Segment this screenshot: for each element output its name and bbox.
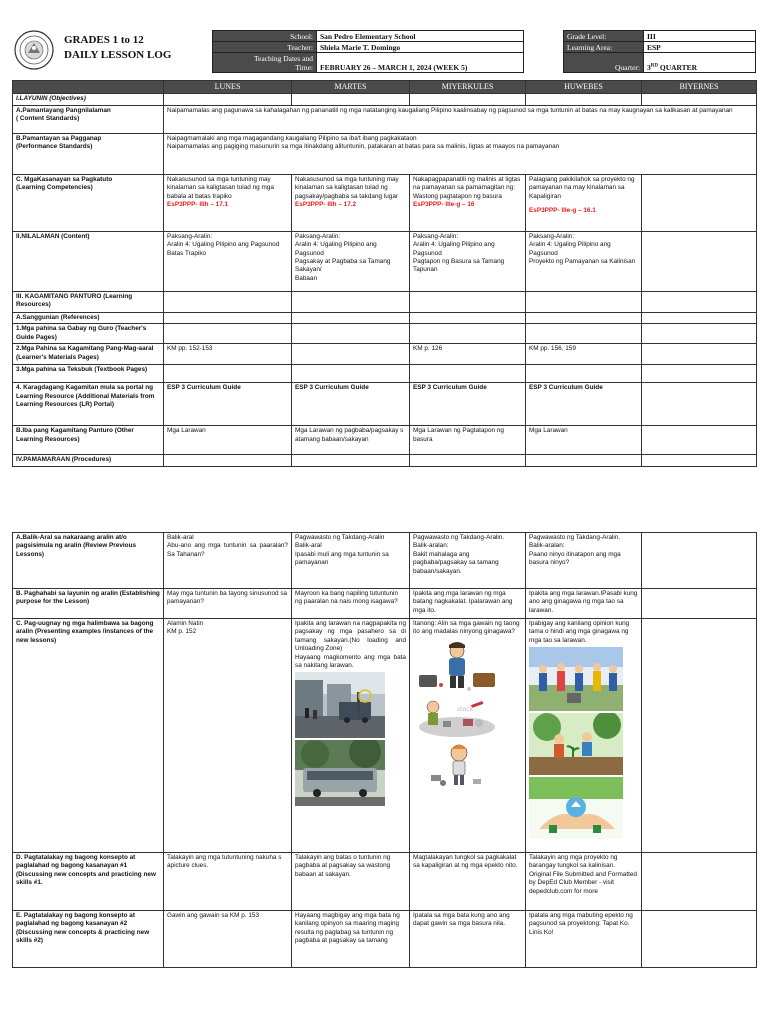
document-title: GRADES 1 to 12 DAILY LESSON LOG (64, 34, 172, 61)
performance-standards-label: B.Pamantayan sa Pagganap (Performance Standards) (13, 133, 164, 174)
grade-value: III (644, 31, 756, 42)
concepts1-huwebes: Talakayin ang mga proyekto ng barangay tungkol sa kalinisan. Original File Submitted and Formatted by DepEd Club Member - visit depedclub.com for more (526, 853, 642, 911)
header-info-grid (212, 30, 756, 73)
competency-huwebes: Palagiang pakikilahok sa proyekto ng pamayanan na may kinalaman sa Kapaligiran EsP3PPP- IIIe-g – 16.1 (526, 174, 642, 231)
lm-martes (292, 344, 410, 365)
purpose-huwebes: Ipakita ang mga larawan.IPasabi kung ano ang ginagawa ng mga tao sa larawan. (526, 589, 642, 619)
examples-huwebes: Ipabigay ang kanilang opinion kung tama o hindi ang mga ginagawa ng mga tao sa larawan. (526, 619, 642, 853)
review-martes: Pagwawasto ng Takdang-Aralin Balik-aral Ipasabi muli ang mga tuntunin sa pamayanan (292, 533, 410, 589)
competency-biyernes (642, 174, 757, 231)
review-huwebes: Pagwawasto ng Takdang-Aralin. Balik-aralan: Paano ninyo itinatapon ang mga basura ninyo? (526, 533, 642, 589)
lm-miyerkules: KM p. 126 (410, 344, 526, 365)
purpose-lunes: May mga tuntunin ba tayong sinusunod sa pamayanan? (164, 589, 292, 619)
content-miyerkules: Paksang-Aralin: Aralin 4: Ugaling Pilipino ang Pagsunod Pagtapon ng Basura sa Tamang Tapunan (410, 231, 526, 291)
objectives-section: I.LAYUNIN (Objectives) (13, 94, 164, 105)
content-standards-value: Naipamamalas ang pagunawa sa kahalagahan ng pananatili ng mga natatanging kaugaliang Pilipino kaalinsabay ng pagsunod sa mga tuntunin at batas na may kaugnayan sa kalikasan at pamayanan (164, 105, 757, 133)
document-header (12, 30, 756, 76)
lr-portal-label: 4. Karagdagang Kagamitan mula sa portal ng Learning Resource (Additional Materials from Learning Resources (LR) Portal) (13, 383, 164, 426)
content-lunes: Paksang-Aralin: Aralin 4: Ugaling Pilipino ang Pagsunod Batas Trapiko (164, 231, 292, 291)
quarter-value: 3RD QUARTER (644, 53, 756, 73)
concepts2-label: E. Pagtatalakay ng bagong konsepto at paglalahad ng bagong kasanayan #2 (Discussing new concepts & practicing new skills #2) (13, 911, 164, 968)
review-label: A.Balik-Aral sa nakaraang aralin at/o pagsisimula ng aralin (Review Previous Lessons) (13, 533, 164, 589)
concepts1-miyerkules: Magtalakayan tungkol sa pagkakalat sa kapaligiran at ng mga epekto nito. (410, 853, 526, 911)
purpose-miyerkules: Ipakita ang mga larawan ng mga batang nagkakalat. Ipalarawan ang mga ito. (410, 589, 526, 619)
child-littering-icon (413, 741, 499, 789)
competency-lunes: Nakasusunod sa mga tuntuning may kinalaman sa kaligtasan tulad ng mga babala at batas trapiko EsP3PPP- IIIh – 17.1 (164, 174, 292, 231)
jeepney-stop-photo-icon (295, 740, 385, 806)
school-value: San Pedro Elementary School (317, 31, 524, 42)
concepts2-huwebes: Ipatala ang mga mabuting epekto ng pagsunod sa proyektong: Tapat Ko. Linis Ko! (526, 911, 642, 968)
other-martes: Mga Larawan ng pagbaba/pagsakay s atamang babaan/sakayan (292, 426, 410, 455)
concepts1-lunes: Talakayin ang mga tutuntuning nakuha s apicture clues. (164, 853, 292, 911)
concepts1-biyernes (642, 853, 757, 911)
review-lunes: Balik-aral Abu-ano ang mga tuntunin sa paaralan? Sa Tahanan? (164, 533, 292, 589)
textbook-pages-label: 3.Mga pahina sa Teksbuk (Textbook Pages) (13, 365, 164, 383)
examples-lunes: Alamin Natin KM p. 152 (164, 619, 292, 853)
concepts2-biyernes (642, 911, 757, 968)
content-martes: Paksang-Aralin: Aralin 4: Ugaling Pilipino ang Pagsunod Pagsakay at Pagbaba sa Tamang Sakayan/ Babaan (292, 231, 410, 291)
examples-label: C. Pag-uugnay ng mga halimbawa sa bagong aralin (Presenting examples /instances of the new lessons) (13, 619, 164, 853)
other-huwebes: Mga Larawan (526, 426, 642, 455)
procedures-label: IV.PAMAMARAAN (Procedures) (13, 455, 164, 466)
content-standards-label: A.Pamantayang Pangnilalaman ( Content Standards) (13, 105, 164, 133)
competency-miyerkules: Nakapagpapanatili ng malinis at ligtas na pamayanan sa pamamagitan ng: Wastong pagtatapon ng basura EsP3PPP- IIIe-g – 16 (410, 174, 526, 231)
area-value: ESP (644, 42, 756, 53)
references-label: A.Sanggunian (References) (13, 312, 164, 323)
lm-huwebes: KM pp. 156, 159 (526, 344, 642, 365)
purpose-biyernes (642, 589, 757, 619)
littering-man-icon (413, 639, 499, 695)
other-biyernes (642, 426, 757, 455)
concepts2-lunes: Gawin ang gawain sa KM p. 153 (164, 911, 292, 968)
dates-label: Teaching Dates and Time: (213, 53, 317, 73)
concepts1-label: D. Pagtatalakay ng bagong konsepto at paglalahad ng bagong kasanayan #1 (Discussing new concepts and practicing new skills #1. (13, 853, 164, 911)
lesson-log-table-part2 (12, 532, 757, 968)
resources-label: III. KAGAMITANG PANTURO (Learning Resources) (13, 291, 164, 312)
lr-martes: ESP 3 Curriculum Guide (292, 383, 410, 426)
lesson-log-table-part1 (12, 80, 757, 467)
lm-biyernes (642, 344, 757, 365)
quarter-label: Quarter: (564, 53, 644, 73)
grade-label: Grade Level: (564, 31, 644, 42)
deped-seal-icon (14, 30, 54, 70)
purpose-martes: Mayroon ka bang napiling tutuntunin ng paaralan na nais mong isagawa? (292, 589, 410, 619)
teacher-label: Teacher: (213, 42, 317, 53)
other-resources-label: B.Iba pang Kagamitang Panturo (Other Learning Resources) (13, 426, 164, 455)
content-label: II.NILALAMAN (Content) (13, 231, 164, 291)
corner-header (13, 81, 164, 94)
review-miyerkules: Pagwawasto ng Takdang-Aralin. Balik-aralan: Bakit mahalaga ang pagbaba/pagsakay sa tamang babaan/sakayan. (410, 533, 526, 589)
concepts2-miyerkules: Ipatala sa mga bata kung ano ang dapat gawin sa mga basura nila. (410, 911, 526, 968)
review-biyernes (642, 533, 757, 589)
competencies-label: C. MgaKasanayan sa Pagkatuto (Learning Competencies) (13, 174, 164, 231)
other-lunes: Mga Larawan (164, 426, 292, 455)
concepts1-martes: Talakayin ang batas o tuntunin ng pagbaba at pagsakay sa wastong babaan at sakayan. (292, 853, 410, 911)
community-cleanup-icon (529, 647, 623, 711)
examples-biyernes (642, 619, 757, 853)
day-header-martes: MARTES (292, 81, 410, 94)
teacher-value: Shiela Marie T. Domingo (317, 42, 524, 53)
content-huwebes: Paksang-Aralin: Aralin 4: Ugaling Pilipino ang Pagsunod Proyekto ng Pamayanan sa Kalinisan (526, 231, 642, 291)
area-label: Learning Area: (564, 42, 644, 53)
school-label: School: (213, 31, 317, 42)
day-header-miyerkules: MIYERKULES (410, 81, 526, 94)
lm-lunes: KM pp. 152-153 (164, 344, 292, 365)
concepts2-martes: Hayaang magbigay ang mga bata ng kanilang opinyon sa maaring maging resulta ng paglabag sa tuntunin ng pagbaba at pagsakay sa tamang (292, 911, 410, 968)
lr-lunes: ESP 3 Curriculum Guide (164, 383, 292, 426)
day-header-biyernes: BIYERNES (642, 81, 757, 94)
day-header-huwebes: HUWEBES (526, 81, 642, 94)
examples-martes: Ipakita ang larawan na nagpapakita ng pagsakay ng mga pasahero sa di tamang sakayan.(No loading and Unloading Zone) Hayaang magkomento ang mga bata sa nakitang larawan. (292, 619, 410, 853)
lr-miyerkules: ESP 3 Curriculum Guide (410, 383, 526, 426)
dates-value: FEBRUARY 26 – MARCH 1, 2024 (WEEK 5) (317, 53, 524, 73)
content-biyernes (642, 231, 757, 291)
kids-planting-icon (529, 713, 623, 775)
lr-huwebes: ESP 3 Curriculum Guide (526, 383, 642, 426)
competency-martes: Nakasusunod sa mga tuntuning may kinalaman sa kaligtasan tulad ng pagsakay/pagbaba sa takdang lugar EsP3PPP- IIIh – 17.2 (292, 174, 410, 231)
examples-miyerkules: Itanong: Alin sa mga gawain ng taong ito ang madalas ninyong ginagawa? stock (410, 619, 526, 853)
day-header-lunes: LUNES (164, 81, 292, 94)
purpose-label: B. Paghahabi sa layunin ng aralin (Establishing purpose for the Lesson) (13, 589, 164, 619)
lr-biyernes (642, 383, 757, 426)
hands-recycling-icon (529, 777, 623, 839)
trash-pile-icon (413, 697, 499, 739)
street-photo-icon (295, 672, 385, 738)
tg-pages-label: 1.Mga pahina sa Gabay ng Guro (Teacher's Guide Pages) (13, 324, 164, 344)
performance-standards-value: Naipagmamalaki ang mga magagandang kaugaliang Pilipino sa iba't ibang pagkakataon Naipamamalas ang pagiging masunurin sa mga itinakdang alituntunin, patakaran at batas para sa malinis, ligtas at maayos na pamayanan (164, 133, 757, 174)
other-miyerkules: Mga Larawan ng Pagtatapon ng basura (410, 426, 526, 455)
lm-pages-label: 2.Mga Pahina sa Kagamitang Pang-Mag-aaral (Learner's Materials Pages) (13, 344, 164, 365)
svg-text:stock: stock (457, 705, 473, 713)
